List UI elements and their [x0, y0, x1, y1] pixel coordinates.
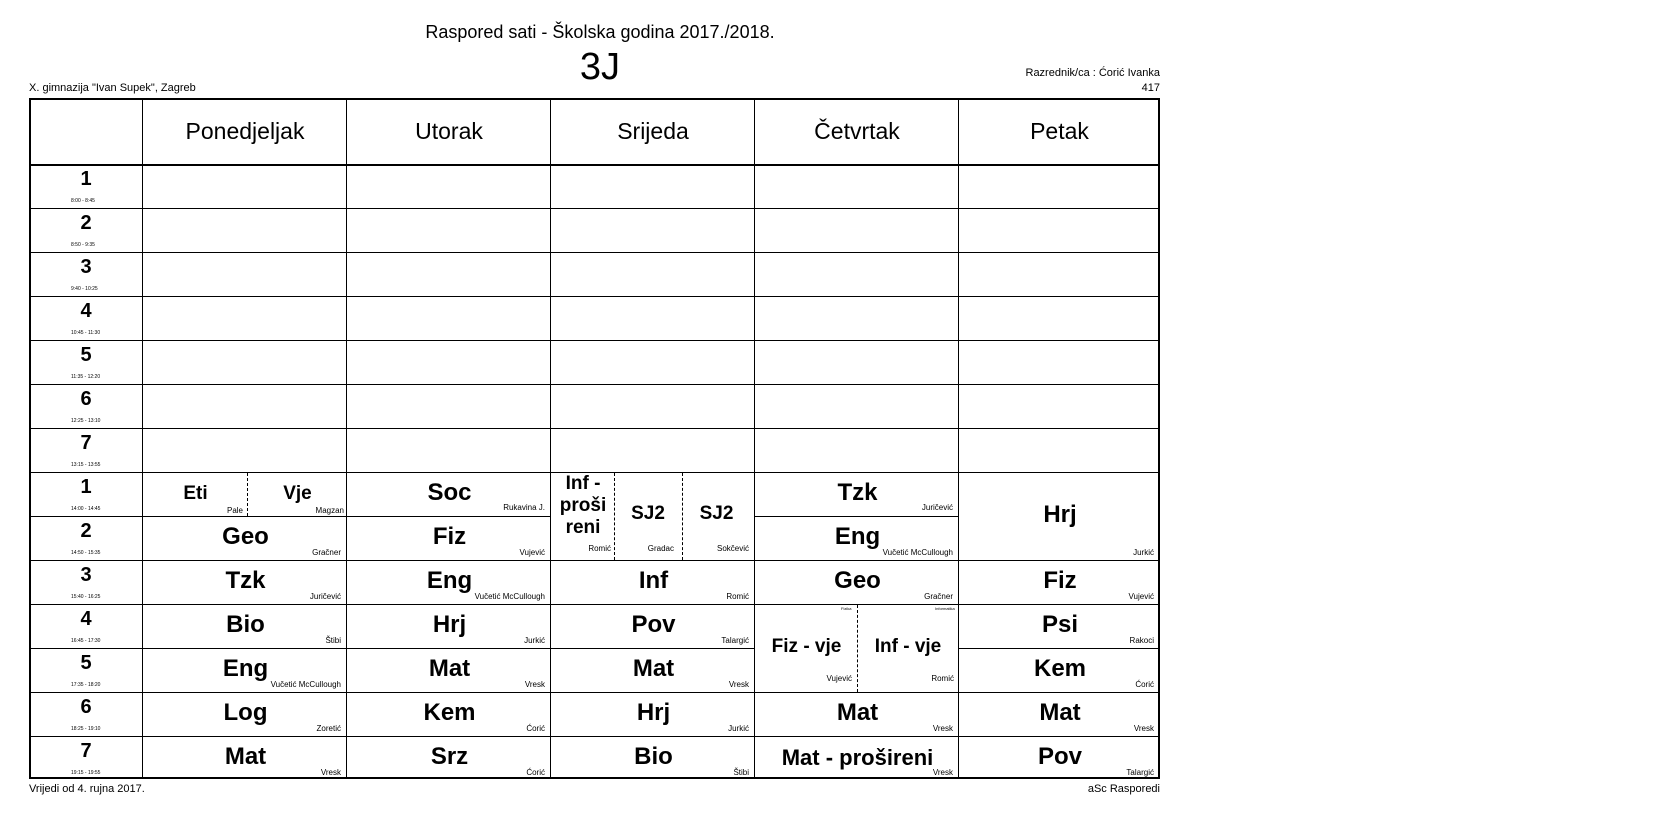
row-divider: [29, 208, 1160, 209]
lesson-teacher: Juričević: [309, 592, 341, 601]
period-time: 14:00 - 14:45: [71, 506, 101, 512]
period-number: 5: [80, 652, 92, 674]
lesson-subject: SJ2: [631, 503, 665, 524]
row-divider: [29, 296, 1160, 297]
lesson-subject: Kem: [1033, 655, 1087, 682]
lesson-subject: Hrj: [636, 699, 671, 726]
grid-border-right: [1158, 98, 1160, 779]
row-divider: [29, 516, 551, 517]
period-time: 10:45 - 11:30: [71, 330, 101, 336]
day-header-wednesday: Srijeda: [617, 118, 689, 144]
period-number: 2: [80, 520, 92, 542]
lesson-subject: Geo: [222, 523, 269, 550]
lesson-subject: Fiz: [432, 523, 467, 550]
lesson-teacher: Romić: [931, 674, 954, 683]
lesson-subject-line1: Inf -: [565, 473, 601, 494]
lesson-teacher: Vučetić McCullough: [270, 680, 341, 689]
row-divider: [29, 384, 1160, 385]
row-divider: [754, 516, 959, 517]
day-header-tuesday: Utorak: [415, 118, 483, 144]
lesson-thu-p4-a: [756, 605, 857, 692]
lesson-wed-p5: [552, 649, 755, 692]
lesson-subject: Mat: [224, 743, 267, 770]
lesson-teacher: Vujević: [1128, 592, 1154, 601]
period-number: 1: [80, 168, 92, 190]
period-number: 4: [80, 608, 92, 630]
row-divider: [29, 604, 1160, 605]
lesson-subject: Inf - vje: [874, 636, 942, 657]
lesson-group: Fizika: [841, 606, 852, 611]
row-divider: [29, 692, 1160, 693]
lesson-wed-p6: [552, 693, 755, 736]
lesson-subject: SJ2: [699, 503, 734, 524]
class-name: 3J: [579, 46, 621, 88]
lesson-subject: Eng: [834, 523, 881, 550]
lesson-subject: Mat: [1039, 699, 1081, 726]
lesson-teacher: Vresk: [320, 768, 341, 777]
period-time: 18:25 - 19:10: [71, 726, 101, 732]
period-number: 3: [80, 256, 92, 278]
room-number: 417: [1141, 82, 1160, 94]
lesson-subject: Fiz - vje: [771, 636, 842, 657]
lesson-teacher: Vučetić McCullough: [474, 592, 545, 601]
lesson-wed-p4: [552, 605, 755, 648]
lesson-teacher: Gračner: [924, 592, 953, 601]
lesson-subject: Hrj: [432, 611, 467, 638]
lesson-subject: Psi: [1041, 611, 1079, 638]
grid-border-top: [29, 98, 1160, 100]
lesson-thu-p7: [756, 737, 959, 779]
period-number: 6: [80, 696, 92, 718]
lesson-subject: Pov: [1037, 743, 1082, 770]
lesson-tue-p7: [348, 737, 551, 779]
lesson-teacher: Zoretić: [316, 724, 341, 733]
lesson-teacher: Magzan: [315, 506, 344, 515]
lesson-subject: Pov: [631, 611, 676, 638]
period-time: 19:15 - 19:55: [71, 770, 101, 776]
row-divider: [958, 648, 1160, 649]
period-number: 2: [80, 212, 92, 234]
lesson-teacher: Jurkić: [1133, 548, 1154, 557]
lesson-teacher: Sokčević: [716, 544, 749, 553]
lesson-teacher: Jurkić: [728, 724, 749, 733]
lesson-wed-p1-c: [682, 473, 751, 560]
period-time: 16:45 - 17:30: [71, 638, 101, 644]
lesson-mon-p6: [144, 693, 347, 736]
lesson-teacher: Vujević: [519, 548, 545, 557]
period-time: 15:40 - 16:25: [71, 594, 101, 600]
lesson-teacher: Vresk: [524, 680, 545, 689]
valid-from: Vrijedi od 4. rujna 2017.: [29, 783, 145, 795]
column-divider: [142, 98, 143, 779]
lesson-teacher: Rakoci: [1129, 636, 1154, 645]
row-divider: [29, 340, 1160, 341]
lesson-subject-line2: proši: [559, 495, 607, 516]
day-header-thursday: Četvrtak: [814, 118, 900, 144]
lesson-subject: Hrj: [1043, 501, 1077, 528]
lesson-wed-p1-a: [552, 473, 614, 560]
grid-border-left: [29, 98, 31, 779]
lesson-subject: Eng: [222, 655, 269, 682]
lesson-teacher: Ćorić: [1135, 680, 1154, 689]
lesson-teacher: Juričević: [921, 503, 953, 512]
period-time: 13:15 - 13:55: [71, 462, 101, 468]
lesson-teacher: Štibi: [325, 636, 341, 645]
lesson-mon-p1-b: [247, 473, 348, 516]
lesson-subject: Bio: [634, 743, 673, 770]
lesson-wed-p7: [552, 737, 755, 779]
day-header-friday: Petak: [1030, 118, 1089, 144]
lesson-wed-p3: [552, 561, 755, 604]
lesson-subject: Log: [223, 699, 268, 726]
lesson-mon-p1-a: [144, 473, 247, 516]
lesson-tue-p4: [348, 605, 551, 648]
row-divider: [29, 736, 1160, 737]
lesson-subject: Inf: [638, 567, 669, 594]
lesson-tue-p2: [348, 517, 551, 560]
lesson-teacher: Vujević: [826, 674, 852, 683]
lesson-mon-p7: [144, 737, 347, 779]
lesson-fri-p4: [960, 605, 1160, 648]
row-divider: [29, 252, 1160, 253]
lesson-subject: Tzk: [225, 567, 266, 594]
lesson-subject: Mat: [428, 655, 471, 682]
lesson-subject: Srz: [430, 743, 469, 770]
lesson-fri-p6: [960, 693, 1160, 736]
schedule-title: Raspored sati - Školska godina 2017./2018.: [425, 22, 775, 42]
lesson-subject: Eng: [426, 567, 473, 594]
lesson-subject: Bio: [226, 611, 265, 638]
lesson-teacher: Gradac: [647, 544, 674, 553]
lesson-fri-p5: [960, 649, 1160, 692]
lesson-teacher: Vresk: [728, 680, 749, 689]
row-divider: [29, 560, 1160, 561]
period-number: 5: [80, 344, 92, 366]
lesson-thu-p1: [756, 473, 959, 516]
lesson-teacher: Talargić: [1126, 768, 1154, 777]
lesson-subject: Eti: [183, 483, 208, 504]
lesson-subject-line3: reni: [565, 517, 601, 538]
lesson-group: Informatika: [935, 606, 955, 611]
homeroom-teacher: Razrednik/ca : Ćorić Ivanka: [1025, 67, 1160, 79]
lesson-tue-p5: [348, 649, 551, 692]
lesson-mon-p5: [144, 649, 347, 692]
lesson-teacher: Pale: [226, 506, 243, 515]
column-divider: [754, 98, 755, 779]
lesson-teacher: Vresk: [932, 724, 953, 733]
period-time: 11:35 - 12:20: [71, 374, 101, 380]
lesson-teacher: Jurkić: [524, 636, 545, 645]
period-time: 12:25 - 13:10: [71, 418, 101, 424]
row-divider: [29, 648, 755, 649]
period-number: 7: [80, 432, 92, 454]
period-number: 3: [80, 564, 92, 586]
lesson-subject: Mat: [632, 655, 675, 682]
period-number: 1: [80, 476, 92, 498]
timetable-grid: [29, 98, 1160, 779]
lesson-fri-p3: [960, 561, 1160, 604]
row-divider: [29, 428, 1160, 429]
lesson-teacher: Štibi: [733, 768, 749, 777]
split-divider: [857, 605, 858, 692]
period-number: 7: [80, 740, 92, 762]
lesson-fri-p7: [960, 737, 1160, 779]
lesson-subject: Soc: [427, 479, 472, 506]
lesson-thu-p4-b: [857, 605, 959, 692]
split-divider: [247, 473, 248, 516]
lesson-tue-p1: [348, 473, 551, 516]
lesson-teacher: Rukavina J.: [503, 503, 545, 512]
software-credit: aSc Rasporedi: [1087, 783, 1160, 795]
day-header-monday: Ponedjeljak: [185, 118, 305, 144]
lesson-teacher: Vresk: [1133, 724, 1154, 733]
lesson-subject: Tzk: [837, 479, 878, 506]
period-time: 8:50 - 9:35: [71, 242, 95, 248]
lesson-tue-p6: [348, 693, 551, 736]
lesson-wed-p1-b: [614, 473, 682, 560]
lesson-subject: Geo: [834, 567, 881, 594]
lesson-subject: Mat - prošireni: [781, 745, 934, 770]
lesson-thu-p6: [756, 693, 959, 736]
lesson-teacher: Ćorić: [526, 768, 545, 777]
split-divider: [682, 473, 683, 560]
lesson-subject: Kem: [423, 699, 476, 726]
lesson-mon-p2: [144, 517, 347, 560]
school-name: X. gimnazija "Ivan Supek", Zagreb: [29, 82, 196, 94]
period-number: 6: [80, 388, 92, 410]
lesson-teacher: Vučetić McCullough: [882, 548, 953, 557]
lesson-subject: Vje: [283, 483, 312, 504]
period-time: 9:40 - 10:25: [71, 286, 98, 292]
period-time: 14:50 - 15:35: [71, 550, 101, 556]
row-divider: [29, 472, 1160, 473]
column-divider: [958, 98, 959, 779]
lesson-subject: Mat: [836, 699, 879, 726]
header-divider: [29, 164, 1160, 166]
split-divider: [614, 473, 615, 560]
lesson-teacher: Romić: [588, 544, 611, 553]
lesson-teacher: Talargić: [721, 636, 749, 645]
lesson-teacher: Gračner: [312, 548, 341, 557]
column-divider: [550, 98, 551, 779]
lesson-fri-p1: [960, 473, 1160, 560]
grid-border-bottom: [29, 777, 1160, 779]
period-number: 4: [80, 300, 92, 322]
lesson-mon-p3: [144, 561, 347, 604]
lesson-subject: Fiz: [1043, 567, 1077, 594]
lesson-teacher: Ćorić: [526, 724, 545, 733]
lesson-mon-p4: [144, 605, 347, 648]
lesson-teacher: Romić: [726, 592, 749, 601]
column-divider: [346, 98, 347, 779]
lesson-tue-p3: [348, 561, 551, 604]
period-time: 8:00 - 8:45: [71, 198, 95, 204]
lesson-thu-p2: [756, 517, 959, 560]
period-time: 17:35 - 18:20: [71, 682, 101, 688]
lesson-thu-p3: [756, 561, 959, 604]
lesson-teacher: Vresk: [932, 768, 953, 777]
